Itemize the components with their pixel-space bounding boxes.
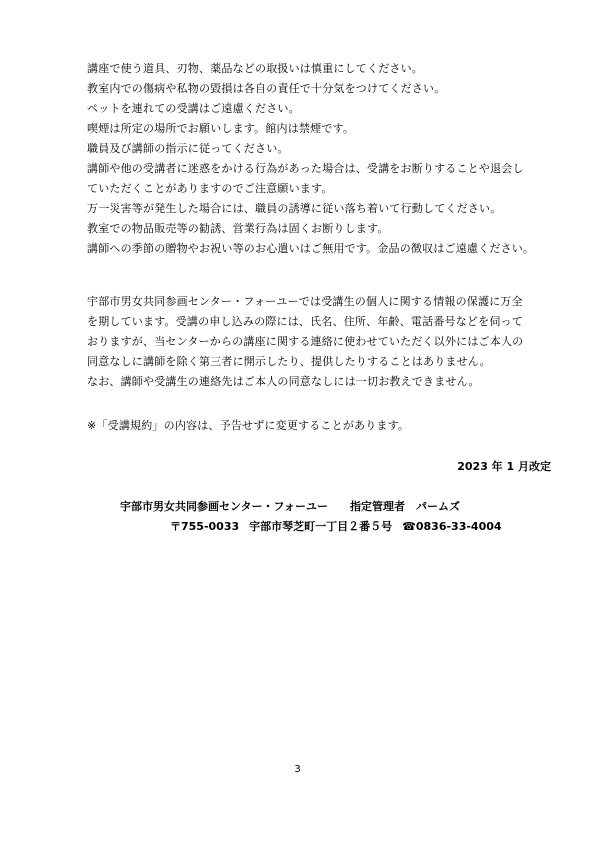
page-number: 3 <box>294 764 301 775</box>
privacy-line: 宇部市男女共同参画センター・フォーユーでは受講生の個人に関する情報の保護に万全 <box>87 295 523 308</box>
footer-organization-line <box>120 497 460 517</box>
rule-line: 職員及び講師の指示に従ってください。 <box>87 142 289 155</box>
privacy-line: 同意なしに講師を除く第三者に開示したり、提供したりすることはありません。 <box>87 355 491 368</box>
organization-name: 宇部市男女共同参画センター・フォーユー <box>120 500 329 513</box>
privacy-line: なお、講師や受講生の連絡先はご本人の同意なしには一切お教えできません。 <box>87 375 480 388</box>
phone-number: ☎0836-33-4004 <box>402 520 502 533</box>
postal-code: 〒755-0033 <box>170 520 240 533</box>
rule-line: 講師への季節の贈物やお祝い等のお心遣いはご無用です。金品の徴収はご遠慮ください。 <box>87 242 535 255</box>
revision-date: 2023 年 1 月改定 <box>457 460 551 473</box>
rule-line: ペットを連れての受講はご遠慮ください。 <box>87 102 300 115</box>
footer-address-line <box>170 517 502 537</box>
privacy-section <box>87 292 567 392</box>
rule-line: 講座で使う道具、刃物、薬品などの取扱いは慎重にしてください。 <box>87 62 423 75</box>
notice-text: ※「受講規約」の内容は、予告せずに変更することがあります。 <box>87 419 410 432</box>
rule-line: 教室内での傷病や私物の毀損は各自の責任で十分気をつけてください。 <box>87 82 446 95</box>
designated-manager: 指定管理者 パームズ <box>350 500 461 513</box>
rule-line: 教室での物品販売等の勧誘、営業行為は固くお断りします。 <box>87 222 389 235</box>
rule-line: 講師や他の受講者に迷惑をかける行為があった場合は、受講をお断りすることや退会し <box>87 162 524 175</box>
rules-section <box>87 59 567 259</box>
rule-line: 喫煙は所定の場所でお願いします。館内は禁煙です。 <box>87 122 355 135</box>
privacy-line: おりますが、当センターからの講座に関する連絡に使わせていただく以外にはご本人の <box>87 335 524 348</box>
rule-line: ていただくことがありますのでご注意願います。 <box>87 182 333 195</box>
rule-line: 万一災害等が発生した場合には、職員の誘導に従い落ち着いて行動してください。 <box>87 202 502 215</box>
change-notice <box>87 416 567 436</box>
street-address: 宇部市琴芝町一丁目２番５号 <box>249 520 393 533</box>
privacy-line: を期しています。受講の申し込みの際には、氏名、住所、年齢、電話番号などを伺って <box>87 315 523 328</box>
